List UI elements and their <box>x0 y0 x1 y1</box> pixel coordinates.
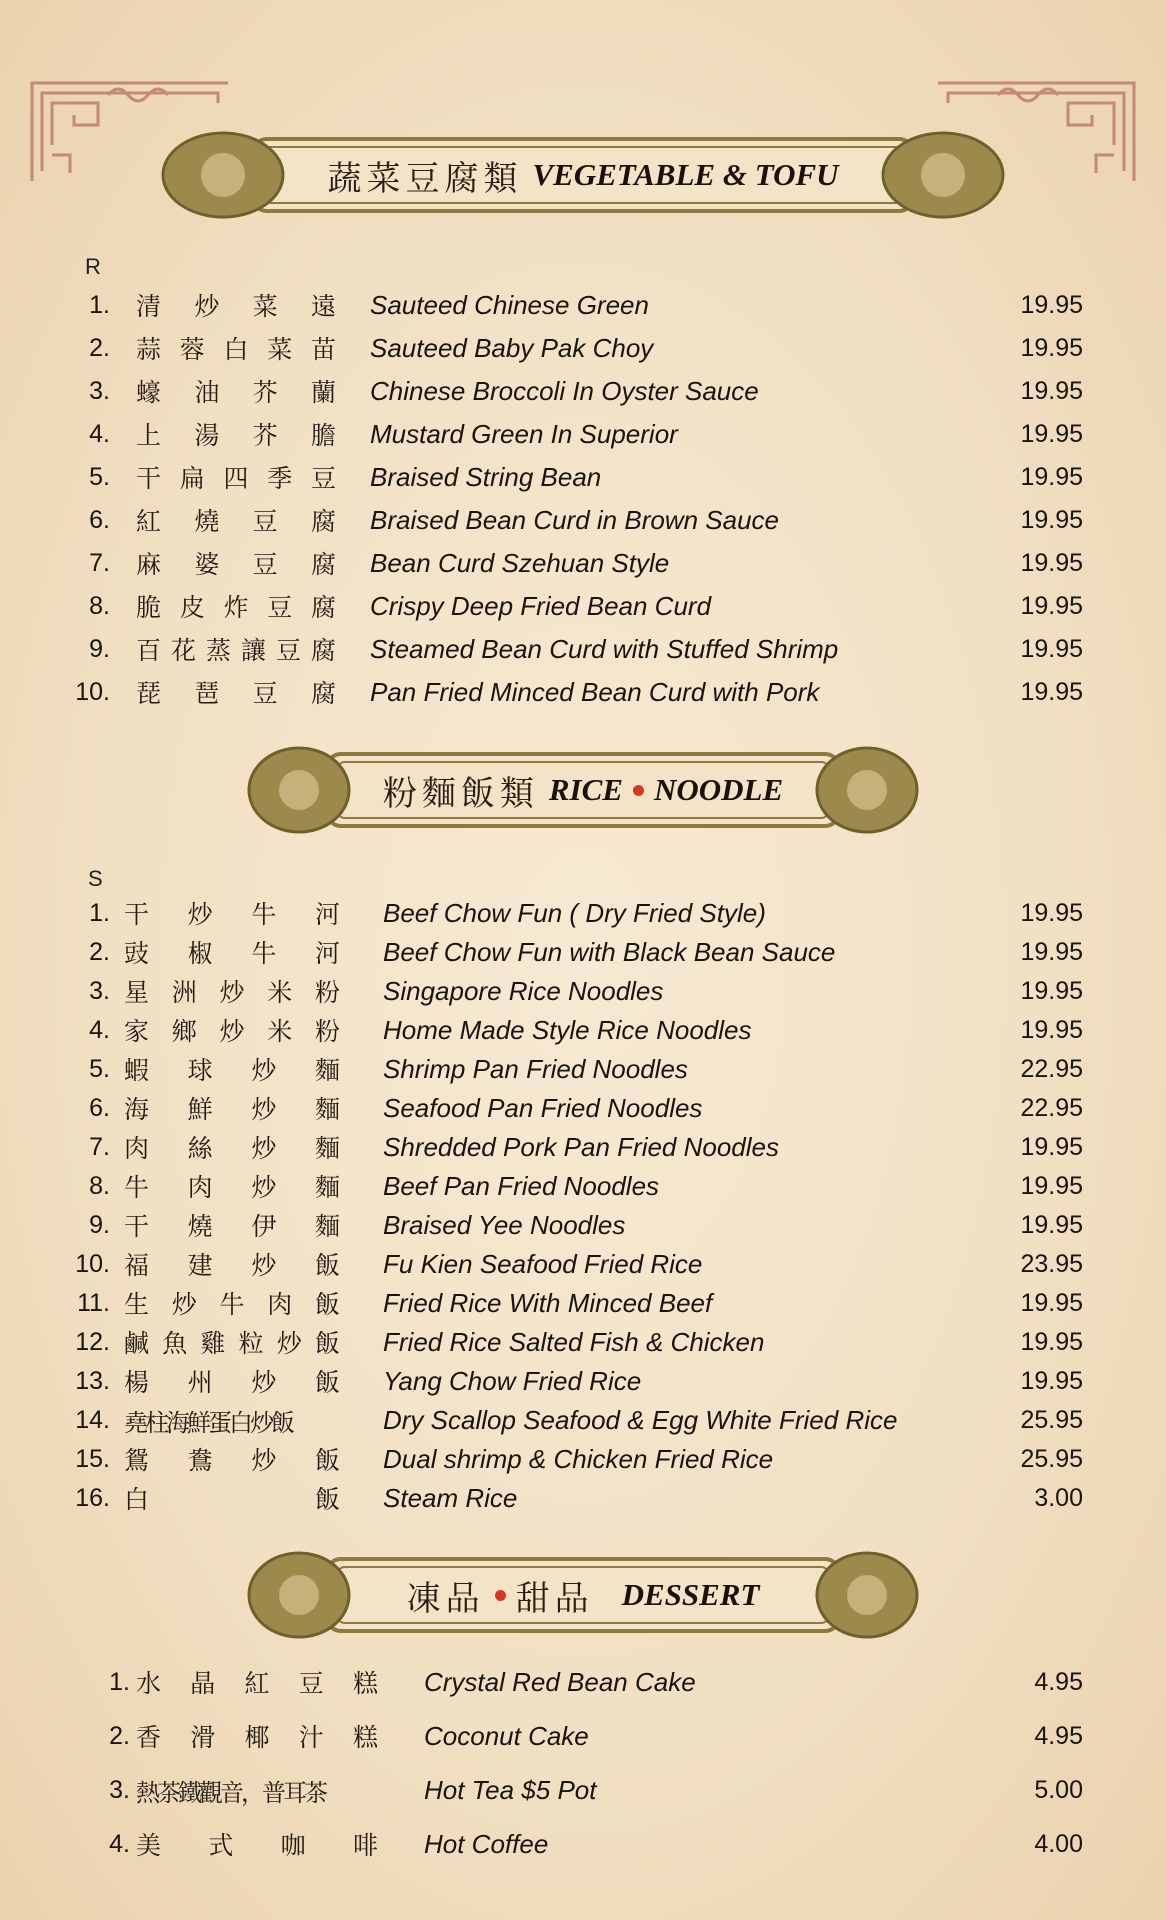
item-name-zh: 百 花 蒸 讓 豆 腐 <box>136 636 336 665</box>
menu-item-row <box>0 932 1166 972</box>
banner-title-zh-b: 甜品 <box>515 1578 594 1619</box>
item-name-en: Pan Fried Minced Bean Curd with Pork <box>370 676 820 707</box>
menu-item-row <box>0 1205 1166 1245</box>
item-name-en: Crispy Deep Fried Bean Curd <box>370 590 712 621</box>
menu-item-row <box>0 1770 1166 1810</box>
banner-title-en-noodle: NOODLE <box>653 772 784 807</box>
item-price: 19.95 <box>1020 376 1083 405</box>
item-name-en: Singapore Rice Noodles <box>383 975 664 1006</box>
item-name-zh: 蠔 油 芥 蘭 <box>136 378 336 407</box>
item-price: 19.95 <box>1020 1132 1083 1161</box>
banner-title-zh: 粉麵飯類 <box>382 773 539 814</box>
item-price: 19.95 <box>1020 591 1083 620</box>
item-name-zh: 堯柱海鮮蛋白炒飯 <box>124 1408 292 1437</box>
item-name-zh: 水 晶 紅 豆 糕 <box>136 1669 378 1698</box>
item-price: 19.95 <box>1020 505 1083 534</box>
bullet-dot <box>495 1590 506 1601</box>
section-code: S <box>88 866 103 891</box>
item-name-zh: 鹹 魚 雞 粒 炒 飯 <box>124 1329 340 1358</box>
menu-item-row <box>0 1322 1166 1362</box>
menu-item-row <box>0 371 1166 411</box>
item-price: 19.95 <box>1020 1015 1083 1044</box>
item-price: 19.95 <box>1020 333 1083 362</box>
item-name-zh: 麻 婆 豆 腐 <box>136 550 336 579</box>
item-name-en: Yang Chow Fried Rice <box>383 1365 642 1396</box>
item-number: 1. <box>109 1667 130 1696</box>
menu-item-row <box>0 1716 1166 1756</box>
item-name-zh: 干 扁 四 季 豆 <box>136 464 336 493</box>
item-number: 7. <box>89 1132 110 1161</box>
menu-item-row <box>0 1824 1166 1864</box>
item-price: 19.95 <box>1020 1366 1083 1395</box>
item-name-zh: 蝦 球 炒 麵 <box>124 1056 340 1085</box>
item-name-zh: 牛 肉 炒 麵 <box>124 1173 340 1202</box>
item-number: 10. <box>75 677 110 706</box>
item-name-zh: 上 湯 芥 膽 <box>136 421 336 450</box>
item-name-zh: 鴛 鴦 炒 飯 <box>124 1446 340 1475</box>
item-name-en: Bean Curd Szehuan Style <box>370 547 670 578</box>
item-name-zh: 蒜 蓉 白 菜 苗 <box>136 335 336 364</box>
item-name-en: Hot Tea $5 Pot <box>424 1774 597 1805</box>
item-price: 19.95 <box>1020 1171 1083 1200</box>
item-number: 4. <box>109 1829 130 1858</box>
item-name-zh: 生 炒 牛 肉 飯 <box>124 1290 340 1319</box>
item-name-en: Shredded Pork Pan Fried Noodles <box>383 1131 780 1162</box>
item-number: 15. <box>75 1444 110 1473</box>
menu-item-row <box>0 285 1166 325</box>
item-name-zh: 干 燒 伊 麵 <box>124 1212 340 1241</box>
menu-item-row <box>0 893 1166 933</box>
item-number: 7. <box>89 548 110 577</box>
item-price: 19.95 <box>1020 548 1083 577</box>
item-price: 19.95 <box>1020 419 1083 448</box>
item-price: 25.95 <box>1020 1444 1083 1473</box>
menu-item-row <box>0 328 1166 368</box>
menu-item-row <box>0 457 1166 497</box>
item-name-zh: 清 炒 菜 遠 <box>136 292 336 321</box>
item-name-en: Steamed Bean Curd with Stuffed Shrimp <box>370 633 839 664</box>
item-number: 14. <box>75 1405 110 1434</box>
item-price: 4.00 <box>1034 1829 1083 1858</box>
item-name-en: Coconut Cake <box>424 1720 589 1751</box>
item-price: 3.00 <box>1034 1483 1083 1512</box>
item-name-en: Fu Kien Seafood Fried Rice <box>383 1248 703 1279</box>
item-price: 25.95 <box>1020 1405 1083 1434</box>
item-name-zh: 干 炒 牛 河 <box>124 900 340 929</box>
section-banner-dessert <box>247 1545 919 1645</box>
item-price: 19.95 <box>1020 1288 1083 1317</box>
item-number: 3. <box>89 976 110 1005</box>
menu-item-row <box>0 1400 1166 1440</box>
item-price: 4.95 <box>1034 1667 1083 1696</box>
item-name-zh: 星 洲 炒 米 粉 <box>124 978 340 1007</box>
item-name-en: Braised Yee Noodles <box>383 1209 626 1240</box>
item-number: 6. <box>89 1093 110 1122</box>
banner-title-zh: 蔬菜豆腐類 <box>327 158 523 199</box>
menu-item-row <box>0 1478 1166 1518</box>
item-number: 5. <box>89 462 110 491</box>
item-number: 9. <box>89 634 110 663</box>
item-number: 2. <box>89 937 110 966</box>
item-number: 13. <box>75 1366 110 1395</box>
item-name-en: Fried Rice With Minced Beef <box>383 1287 713 1318</box>
item-number: 8. <box>89 1171 110 1200</box>
item-number: 9. <box>89 1210 110 1239</box>
item-name-zh: 福 建 炒 飯 <box>124 1251 340 1280</box>
item-name-en: Sauteed Baby Pak Choy <box>370 332 654 363</box>
menu-item-row <box>0 1049 1166 1089</box>
menu-item-row <box>0 672 1166 712</box>
item-name-en: Crystal Red Bean Cake <box>424 1666 696 1697</box>
banner-title-en: VEGETABLE & TOFU <box>532 157 839 192</box>
item-name-zh: 海 鮮 炒 麵 <box>124 1095 340 1124</box>
item-price: 19.95 <box>1020 1327 1083 1356</box>
item-price: 19.95 <box>1020 634 1083 663</box>
item-name-zh: 白 飯 <box>124 1485 340 1514</box>
section-code: R <box>85 254 101 279</box>
item-number: 3. <box>109 1775 130 1804</box>
item-name-zh: 肉 絲 炒 麵 <box>124 1134 340 1163</box>
item-number: 1. <box>89 898 110 927</box>
menu-item-row <box>0 500 1166 540</box>
item-price: 19.95 <box>1020 1210 1083 1239</box>
banner-title-en: DESSERT <box>621 1577 760 1612</box>
item-price: 19.95 <box>1020 976 1083 1005</box>
menu-item-row <box>0 1439 1166 1479</box>
menu-item-row <box>0 1662 1166 1702</box>
item-name-en: Shrimp Pan Fried Noodles <box>383 1053 688 1084</box>
menu-item-row <box>0 1244 1166 1284</box>
item-price: 4.95 <box>1034 1721 1083 1750</box>
item-number: 4. <box>89 419 110 448</box>
menu-item-row <box>0 1127 1166 1167</box>
item-name-en: Beef Chow Fun with Black Bean Sauce <box>383 936 836 967</box>
menu-item-row <box>0 414 1166 454</box>
item-number: 1. <box>89 290 110 319</box>
item-price: 23.95 <box>1020 1249 1083 1278</box>
section-banner-rice-noodle <box>247 740 919 840</box>
item-number: 2. <box>89 333 110 362</box>
menu-item-row <box>0 543 1166 583</box>
item-name-zh: 熱茶鐵觀音，普耳茶 <box>136 1778 325 1807</box>
item-name-en: Dual shrimp & Chicken Fried Rice <box>383 1443 774 1474</box>
menu-item-row <box>0 1010 1166 1050</box>
item-name-en: Dry Scallop Seafood & Egg White Fried Rice <box>383 1404 898 1435</box>
item-number: 5. <box>89 1054 110 1083</box>
item-name-en: Home Made Style Rice Noodles <box>383 1014 752 1045</box>
item-name-zh: 家 鄉 炒 米 粉 <box>124 1017 340 1046</box>
item-price: 19.95 <box>1020 462 1083 491</box>
item-name-zh: 脆 皮 炸 豆 腐 <box>136 593 336 622</box>
item-price: 22.95 <box>1020 1093 1083 1122</box>
item-name-en: Sauteed Chinese Green <box>370 289 649 320</box>
item-name-en: Seafood Pan Fried Noodles <box>383 1092 703 1123</box>
item-price: 19.95 <box>1020 937 1083 966</box>
item-number: 8. <box>89 591 110 620</box>
menu-item-row <box>0 629 1166 669</box>
item-number: 6. <box>89 505 110 534</box>
item-name-zh: 豉 椒 牛 河 <box>124 939 340 968</box>
item-name-en: Braised Bean Curd in Brown Sauce <box>370 504 780 535</box>
item-name-en: Beef Pan Fried Noodles <box>383 1170 660 1201</box>
item-price: 19.95 <box>1020 290 1083 319</box>
menu-item-row <box>0 1166 1166 1206</box>
banner-title-en-rice: RICE <box>548 772 623 807</box>
item-name-en: Hot Coffee <box>424 1828 549 1859</box>
item-name-zh: 楊 州 炒 飯 <box>124 1368 340 1397</box>
item-number: 16. <box>75 1483 110 1512</box>
item-name-zh: 琵 琶 豆 腐 <box>136 679 336 708</box>
item-price: 19.95 <box>1020 677 1083 706</box>
item-number: 3. <box>89 376 110 405</box>
item-price: 5.00 <box>1034 1775 1083 1804</box>
item-number: 4. <box>89 1015 110 1044</box>
item-name-en: Mustard Green In Superior <box>370 418 678 449</box>
banner-title-zh-a: 凍品 <box>406 1578 485 1619</box>
menu-item-row <box>0 586 1166 626</box>
item-name-en: Fried Rice Salted Fish & Chicken <box>383 1326 765 1357</box>
item-name-en: Beef Chow Fun ( Dry Fried Style) <box>383 897 766 928</box>
bullet-dot <box>633 785 644 796</box>
menu-item-row <box>0 1361 1166 1401</box>
item-number: 12. <box>75 1327 110 1356</box>
item-number: 11. <box>77 1288 110 1317</box>
menu-item-row <box>0 971 1166 1011</box>
item-price: 19.95 <box>1020 898 1083 927</box>
item-name-en: Braised String Bean <box>370 461 602 492</box>
item-name-zh: 紅 燒 豆 腐 <box>136 507 336 536</box>
section-banner-vegetable-tofu <box>158 125 1008 225</box>
item-name-en: Steam Rice <box>383 1482 518 1513</box>
item-number: 10. <box>75 1249 110 1278</box>
item-number: 2. <box>109 1721 130 1750</box>
menu-item-row <box>0 1283 1166 1323</box>
menu-item-row <box>0 1088 1166 1128</box>
item-name-en: Chinese Broccoli In Oyster Sauce <box>370 375 759 406</box>
item-price: 22.95 <box>1020 1054 1083 1083</box>
item-name-zh: 美 式 咖 啡 <box>136 1831 378 1860</box>
item-name-zh: 香 滑 椰 汁 糕 <box>136 1723 378 1752</box>
